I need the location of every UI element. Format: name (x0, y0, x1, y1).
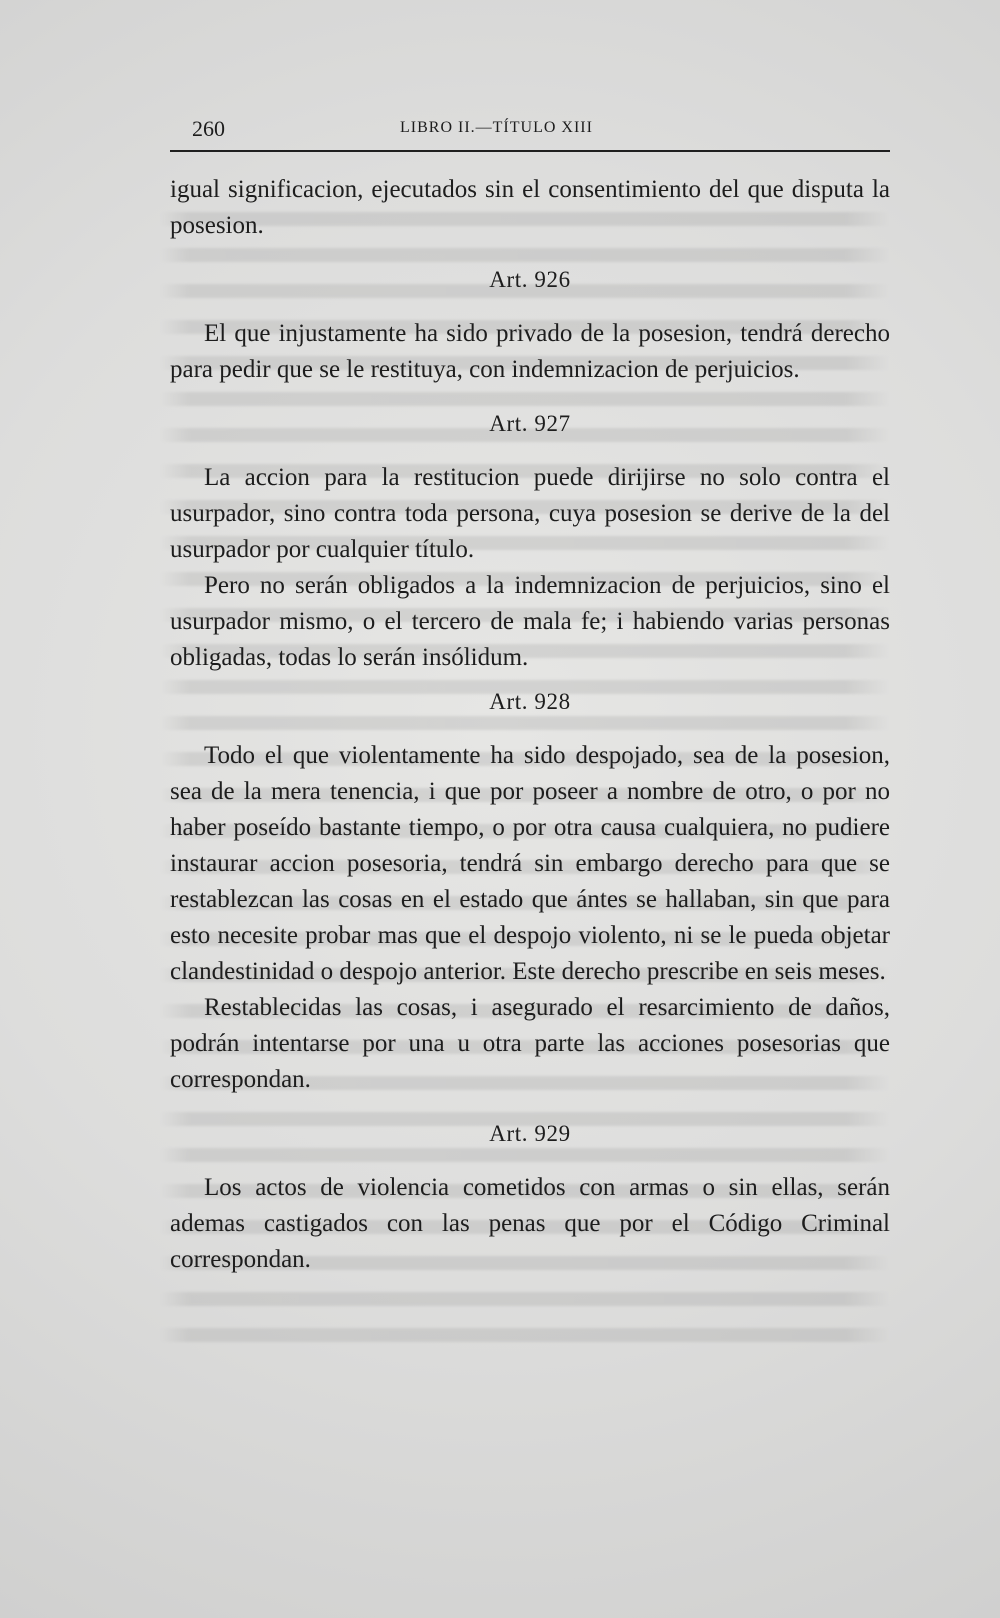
article-928-paragraph-1: Todo el que violentamente ha sido despojado, sea de la posesion, sea de la mera tenencia, i que por poseer a nombre de otro, o por no haber poseído bastante tiempo, o por otra causa cualquiera, no pudiere instaurar accion posesoria, tendrá sin embargo derecho para que se restablezcan las cosas en el estado que ántes se hallaban, sin que para esto necesite probar mas que el despojo violento, ni se le pueda objetar clandestinidad o despojo anterior. Este derecho prescribe en seis meses. (170, 742, 890, 985)
article-926-title: Art. 926 (489, 267, 571, 292)
intro-paragraph: igual significacion, ejecutados sin el consentimiento del que disputa la posesion. (170, 176, 890, 239)
article-928-title: Art. 928 (489, 689, 571, 714)
article-927-paragraph-2: Pero no serán obligados a la indemnizacion de perjuicios, sino el usurpador mismo, o el tercero de mala fe; i habiendo varias personas obligadas, todas lo serán insólidum. (170, 572, 890, 671)
running-head: LIBRO II.—TÍTULO XIII (400, 119, 593, 136)
article-927-title: Art. 927 (489, 411, 571, 436)
article-928-paragraph-2: Restablecidas las cosas, i asegurado el resarcimiento de daños, podrán intentarse por una u otra parte las acciones posesorias que correspondan. (170, 994, 890, 1093)
article-929-paragraph-1: Los actos de violencia cometidos con armas o sin ellas, serán ademas castigados con las penas que por el Código Criminal correspondan. (170, 1174, 890, 1273)
page-header (170, 106, 890, 146)
article-927-paragraph-1: La accion para la restitucion puede dirijirse no solo contra el usurpador, sino contra toda persona, cuya posesion se derive de la del usurpador por cualquier título. (170, 464, 890, 563)
article-926-paragraph-1: El que injustamente ha sido privado de la posesion, tendrá derecho para pedir que se le restituya, con indemnizacion de perjuicios. (170, 320, 890, 383)
page-content (170, 172, 890, 1278)
page-number: 260 (192, 116, 225, 141)
header-rule (170, 150, 890, 152)
article-929-title: Art. 929 (489, 1121, 571, 1146)
